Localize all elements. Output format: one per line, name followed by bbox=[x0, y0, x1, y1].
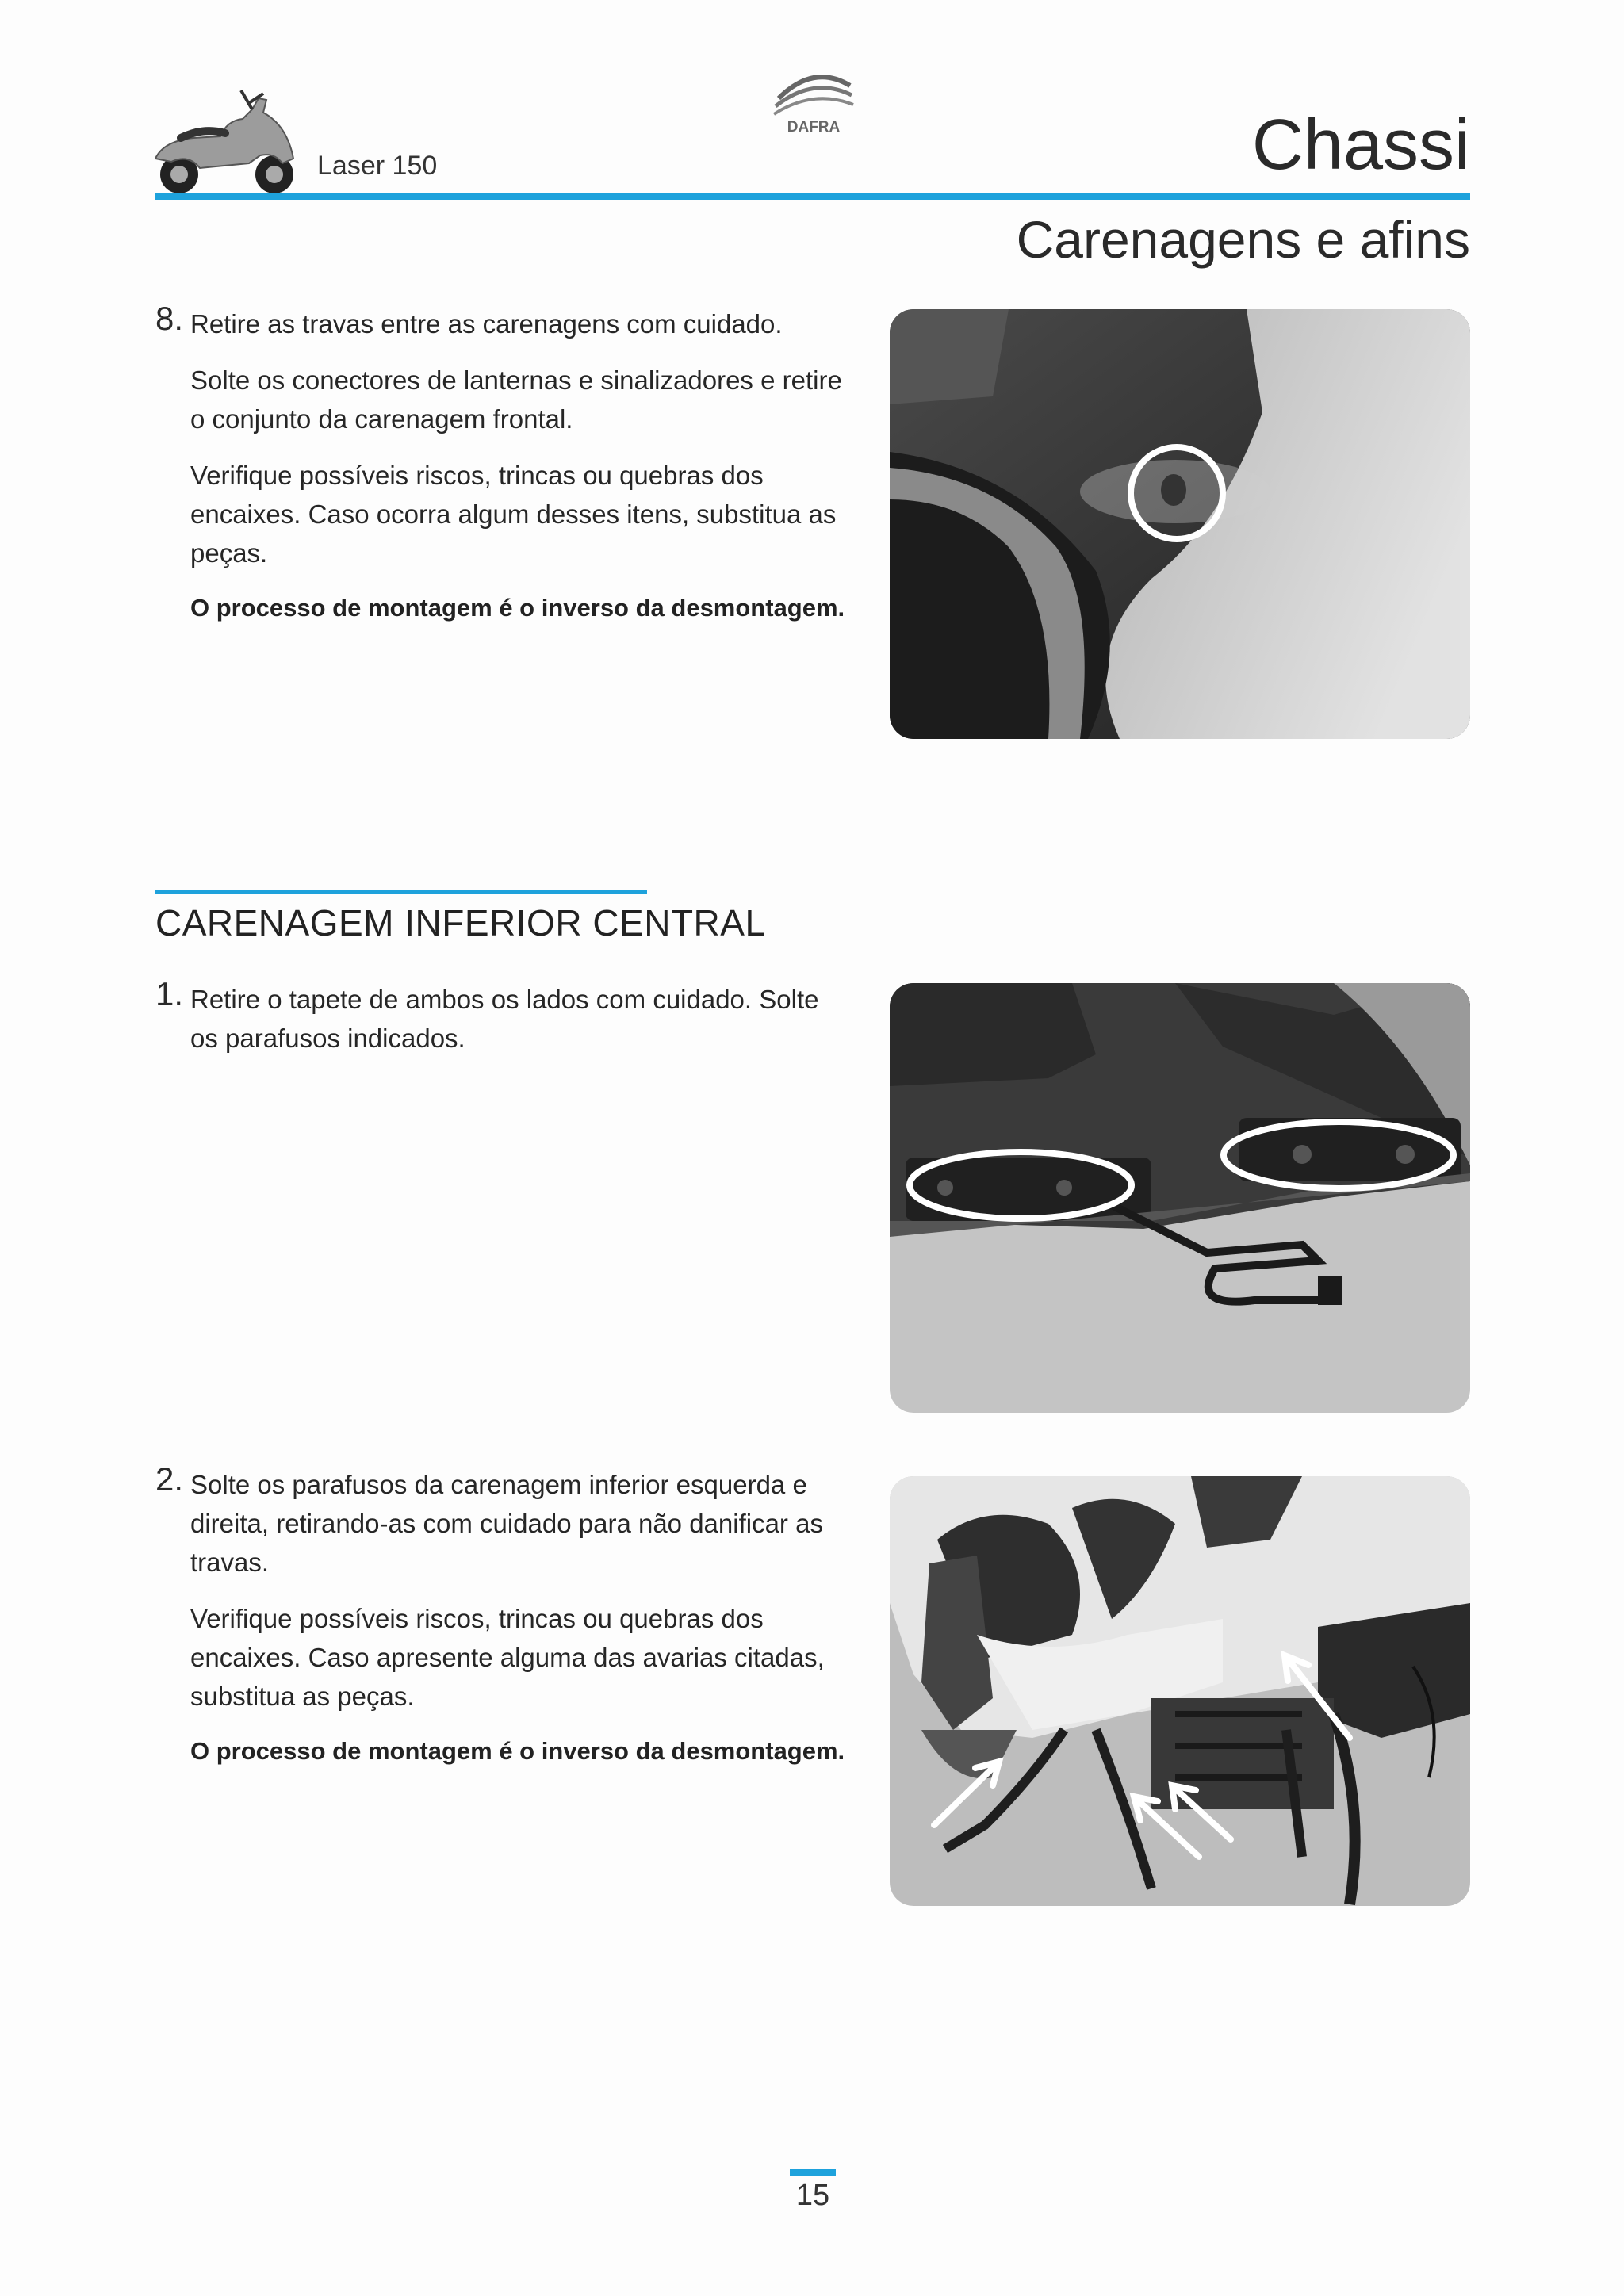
step-8 bbox=[155, 300, 853, 626]
step-number: 2. bbox=[155, 1460, 184, 1498]
step-1 bbox=[155, 975, 853, 1075]
step-number: 1. bbox=[155, 975, 184, 1012]
chapter-title: Chassi bbox=[1251, 105, 1470, 185]
header-divider bbox=[155, 193, 1470, 200]
assembly-note: O processo de montagem é o inverso da desmontagem. bbox=[190, 594, 845, 622]
section-subtitle: Carenagens e afins bbox=[1016, 210, 1470, 269]
step-text: Retire o tapete de ambos os lados com cuidado. Solte os parafusos indicados. bbox=[190, 985, 819, 1053]
step-text: Solte os conectores de lanternas e sinalizadores e retire o conjunto da carenagem frontal. bbox=[190, 365, 842, 434]
brand-logo bbox=[768, 59, 860, 135]
page-number: 15 bbox=[795, 2179, 830, 2212]
section-divider bbox=[155, 890, 647, 894]
page-number-bar bbox=[790, 2169, 836, 2176]
assembly-note: O processo de montagem é o inverso da desmontagem. bbox=[190, 1737, 845, 1765]
scooter-thumbnail bbox=[147, 86, 306, 197]
model-name: Laser 150 bbox=[317, 151, 438, 181]
step-number: 8. bbox=[155, 300, 184, 337]
section-title: CARENAGEM INFERIOR CENTRAL bbox=[155, 902, 766, 943]
photo-lower-fairings bbox=[890, 1476, 1470, 1906]
step-text: Retire as travas entre as carenagens com cuidado. bbox=[190, 309, 783, 339]
brand-name: DAFRA bbox=[787, 119, 841, 135]
step-2 bbox=[155, 1460, 853, 1770]
photo-fairing-latch bbox=[890, 309, 1470, 739]
step-text: Solte os parafusos da carenagem inferior esquerda e direita, retirando-as com cuidado para não danificar as travas. bbox=[190, 1470, 823, 1577]
step-text: Verifique possíveis riscos, trincas ou quebras dos encaixes. Caso ocorra algum desses itens, substitua as peças. bbox=[190, 461, 837, 568]
step-text: Verifique possíveis riscos, trincas ou quebras dos encaixes. Caso apresente alguma das avarias citadas, substitua as peças. bbox=[190, 1604, 825, 1711]
photo-floor-screws bbox=[890, 983, 1470, 1413]
